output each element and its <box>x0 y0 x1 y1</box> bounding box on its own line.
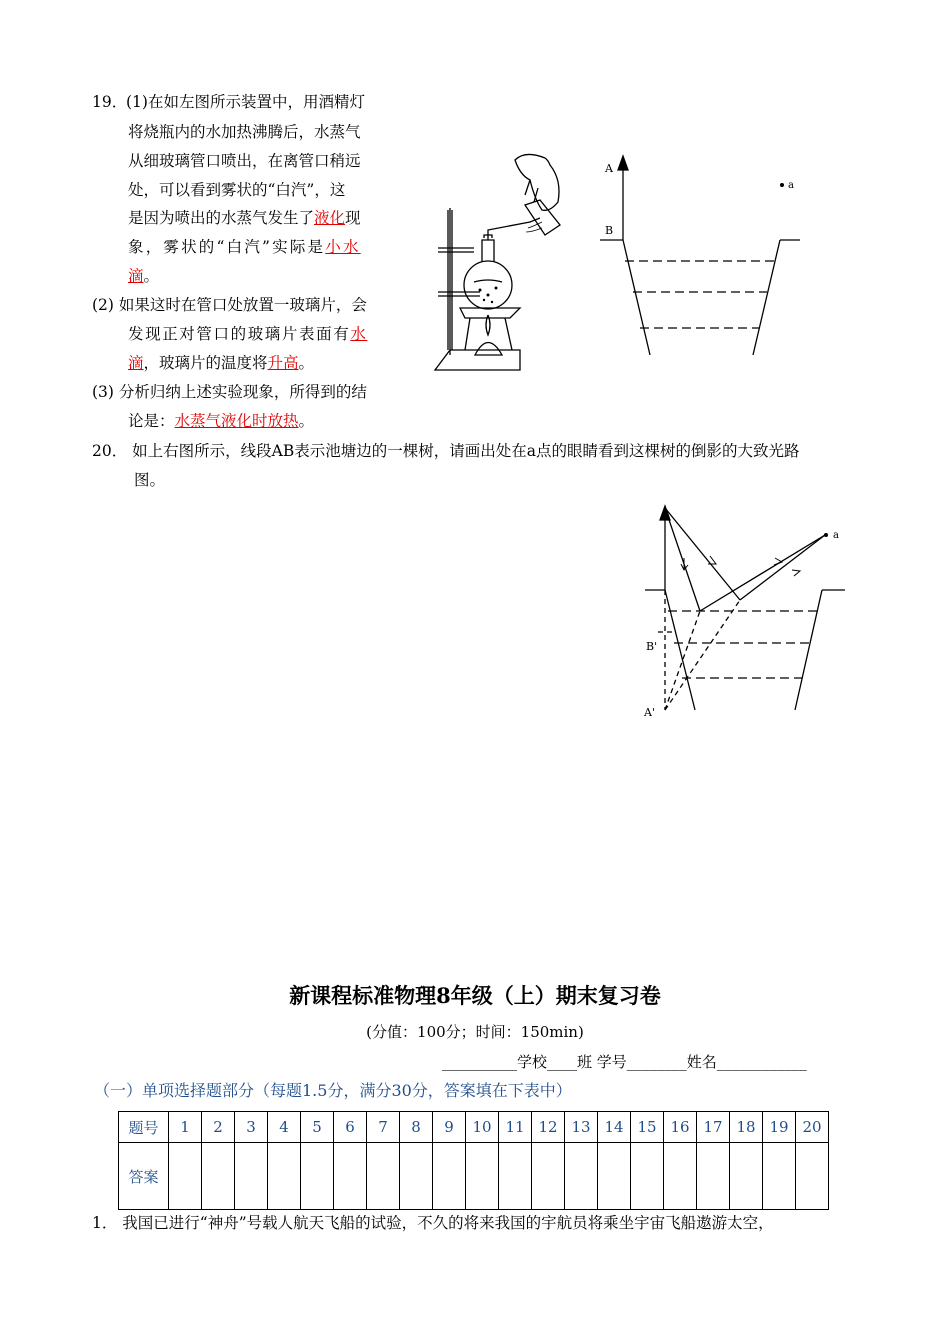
q19-part3-line-2 <box>128 411 314 431</box>
table-number: 12 <box>532 1112 565 1143</box>
table-number: 1 <box>169 1112 202 1143</box>
table-number: 5 <box>301 1112 334 1143</box>
table-number: 11 <box>499 1112 532 1143</box>
q19-line-7 <box>128 266 159 286</box>
q19-part2-answer-rise: 升高 <box>267 354 299 372</box>
label-A: A <box>605 162 613 175</box>
q19-part3-line-2-text: 论是： <box>128 412 175 430</box>
table-number: 2 <box>202 1112 235 1143</box>
incident-ray-1 <box>665 508 700 611</box>
answer-cell[interactable] <box>466 1143 499 1210</box>
answer-cell[interactable] <box>499 1143 532 1210</box>
answer-cell[interactable] <box>565 1143 598 1210</box>
incident-ray-2 <box>665 508 740 600</box>
q19-line-3: 从细玻璃管口喷出，在离管口稍远 <box>128 152 361 170</box>
q19-line-5 <box>128 208 361 228</box>
q19-line-1: (1)在如左图所示装置中，用酒精灯 <box>126 93 365 111</box>
section-one-heading: （一）单项选择题部分（每题1.5分，满分30分，答案填在下表中） <box>94 1081 572 1100</box>
table-number: 4 <box>268 1112 301 1143</box>
pond-tree-diagram <box>595 150 810 365</box>
question-1-line: 1． 我国已进行“神舟”号载人航天飞船的试验，不久的将来我国的宇航员将乘坐宇宙飞船遨游太空， <box>92 1214 774 1232</box>
q19-part2-line-2 <box>128 324 367 344</box>
q19-part3-end: 。 <box>298 412 315 430</box>
table-number: 15 <box>631 1112 664 1143</box>
answer-table <box>118 1111 829 1210</box>
answer-cell[interactable] <box>367 1143 400 1210</box>
label-B: B <box>605 224 614 237</box>
answer-cell[interactable] <box>334 1143 367 1210</box>
answer-cell[interactable] <box>598 1143 631 1210</box>
answer-cell[interactable] <box>697 1143 730 1210</box>
table-number: 19 <box>763 1112 796 1143</box>
answer-cell[interactable] <box>730 1143 763 1210</box>
q19-line-7-end: 。 <box>143 267 160 285</box>
answer-table-header-row <box>119 1112 829 1143</box>
table-number: 13 <box>565 1112 598 1143</box>
pond-left-bank <box>623 240 650 355</box>
q20-line-2: 图。 <box>134 471 166 489</box>
exam-subtitle: (分值：100分；时间：150min) <box>366 1023 584 1041</box>
table-number: 20 <box>796 1112 829 1143</box>
q19-answer-droplets-a: 小水 <box>325 238 361 256</box>
pond-light-path-diagram <box>640 500 855 725</box>
q19-answer-droplets-b: 滴 <box>128 267 144 285</box>
table-number: 3 <box>235 1112 268 1143</box>
q19-part2-line-3-text: ，玻璃片的温度将 <box>143 354 268 372</box>
q19-line-6 <box>128 237 361 257</box>
label-a: a <box>788 180 794 191</box>
table-number: 14 <box>598 1112 631 1143</box>
q19-line-2: 将烧瓶内的水加热沸腾后，水蒸气 <box>128 123 361 141</box>
answer-cell[interactable] <box>796 1143 829 1210</box>
answer-cell[interactable] <box>301 1143 334 1210</box>
q19-line-6-text: 象，雾状的“白汽”实际是 <box>128 238 326 256</box>
q19-part2-answer-water-b: 滴 <box>128 354 144 372</box>
answer-cell[interactable] <box>763 1143 796 1210</box>
label-B-prime: B' <box>646 640 658 653</box>
q19-part2-line-1: (2) 如果这时在管口处放置一玻璃片，会 <box>92 296 367 314</box>
reflected-ray-2 <box>740 535 825 600</box>
label-A-prime: A' <box>644 706 655 719</box>
answer-cell[interactable] <box>400 1143 433 1210</box>
eye-point <box>780 183 784 187</box>
exam-title: 新课程标准物理8年级（上）期末复习卷 <box>289 983 661 1008</box>
pond-right-bank <box>753 240 780 355</box>
arrow-up-icon <box>618 156 628 170</box>
q20-line-1: 20． 如上右图所示，线段AB表示池塘边的一棵树，请画出处在a点的眼睛看到这棵树的倒影的大致光路 <box>92 442 800 460</box>
table-number: 9 <box>433 1112 466 1143</box>
answer-cell[interactable] <box>433 1143 466 1210</box>
table-number: 16 <box>664 1112 697 1143</box>
answer-table-answer-row <box>119 1143 829 1210</box>
q19-line-5-text: 是因为喷出的水蒸气发生了 <box>128 209 315 227</box>
table-number: 8 <box>400 1112 433 1143</box>
answer-cell[interactable] <box>169 1143 202 1210</box>
q19-line-4: 处，可以看到雾状的“白汽”，这 <box>128 181 346 199</box>
q19-part3-line-1: (3) 分析归纳上述实验现象，所得到的结 <box>92 383 367 401</box>
answer-cell[interactable] <box>235 1143 268 1210</box>
q19-part2-answer-water-a: 水 <box>350 325 368 343</box>
q19-number: 19． <box>92 93 128 111</box>
answer-cell[interactable] <box>532 1143 565 1210</box>
q19-part2-line-2-text: 发现正对管口的玻璃片表面有 <box>128 325 351 343</box>
distillation-apparatus-illustration <box>430 140 590 375</box>
q19-part2-line-3-end: 。 <box>298 354 315 372</box>
table-number: 17 <box>697 1112 730 1143</box>
table-number: 6 <box>334 1112 367 1143</box>
table-number: 10 <box>466 1112 499 1143</box>
answer-cell[interactable] <box>664 1143 697 1210</box>
q19-line-5-end: 现 <box>345 209 361 227</box>
answer-cell[interactable] <box>631 1143 664 1210</box>
student-info-line: __________学校____班 学号________姓名____________ <box>442 1053 807 1071</box>
label-a: a <box>833 530 839 541</box>
q19-answer-liquefaction: 液化 <box>314 209 346 227</box>
table-answer-label: 答案 <box>119 1143 169 1210</box>
table-number: 18 <box>730 1112 763 1143</box>
answer-cell[interactable] <box>202 1143 235 1210</box>
q19-part3-answer: 水蒸气液化时放热 <box>174 412 299 430</box>
table-header-label: 题号 <box>119 1112 169 1143</box>
table-number: 7 <box>367 1112 400 1143</box>
q19-part2-line-3 <box>128 353 314 373</box>
answer-cell[interactable] <box>268 1143 301 1210</box>
